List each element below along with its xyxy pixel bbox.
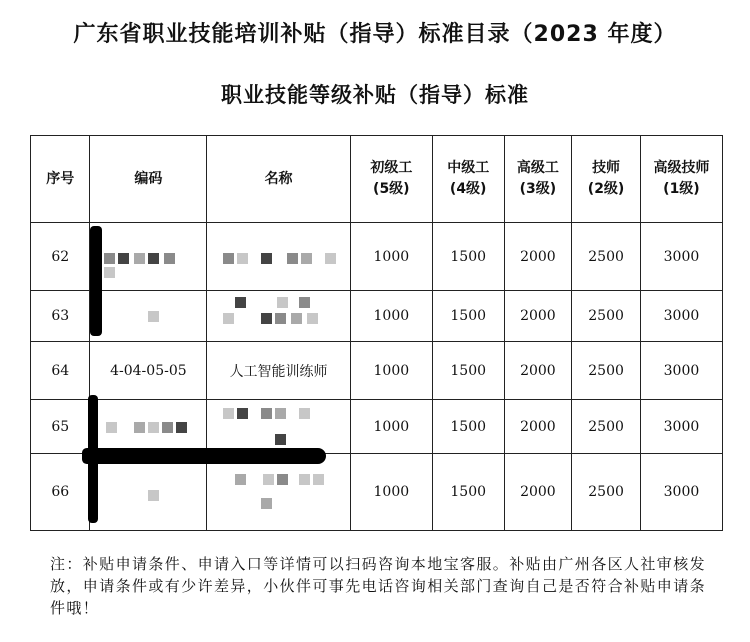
cell-seq: 63	[31, 291, 90, 342]
level-name: 高级技师	[653, 160, 710, 176]
page-subtitle: 职业技能等级补贴（指导）标准	[221, 83, 529, 107]
table-row	[31, 342, 723, 400]
cell-value: 3000	[640, 454, 722, 531]
cell-code-redacted	[90, 454, 207, 531]
level-name: 高级工	[516, 160, 559, 176]
cell-code-redacted	[90, 291, 207, 342]
cell-value: 3000	[640, 223, 722, 291]
cell-value: 3000	[640, 342, 722, 400]
cell-value: 1500	[432, 454, 504, 531]
cell-value: 1500	[432, 223, 504, 291]
cell-name-redacted	[207, 454, 351, 531]
redaction-stroke	[90, 226, 102, 336]
cell-value: 2000	[504, 400, 572, 454]
cell-code: 4-04-05-05	[90, 342, 207, 400]
table-row	[31, 291, 723, 342]
cell-value: 2500	[572, 454, 641, 531]
cell-value: 1000	[350, 291, 432, 342]
header-seq: 序号	[31, 136, 90, 223]
cell-value: 2500	[572, 400, 641, 454]
table-row	[31, 400, 723, 454]
cell-name-redacted	[207, 223, 351, 291]
cell-seq: 64	[31, 342, 90, 400]
level-grade: (2级)	[587, 181, 625, 197]
redaction-mosaic	[90, 223, 206, 290]
cell-value: 2000	[504, 291, 572, 342]
redaction-mosaic	[207, 291, 350, 341]
cell-code-redacted	[90, 223, 207, 291]
cell-code-redacted	[90, 400, 207, 454]
cell-seq: 62	[31, 223, 90, 291]
header-code: 编码	[90, 136, 207, 223]
level-grade: (1级)	[663, 181, 700, 197]
cell-value: 3000	[640, 400, 722, 454]
cell-value: 3000	[640, 291, 722, 342]
redaction-stroke	[82, 448, 326, 464]
cell-value: 2000	[504, 223, 572, 291]
table-header-row	[31, 136, 723, 223]
level-name: 初级工	[370, 160, 413, 176]
cell-value: 1000	[350, 223, 432, 291]
redaction-mosaic	[207, 400, 350, 453]
cell-name-redacted	[207, 400, 351, 454]
level-grade: (5级)	[373, 181, 410, 197]
cell-value: 2000	[504, 342, 572, 400]
subsidy-table	[30, 135, 723, 531]
level-name: 中级工	[447, 160, 490, 176]
level-name: 技师	[592, 160, 621, 176]
header-level-5	[350, 136, 432, 223]
cell-name: 人工智能训练师	[207, 342, 351, 400]
redaction-mosaic	[207, 454, 350, 530]
redaction-mosaic	[90, 400, 206, 453]
level-grade: (4级)	[449, 181, 487, 197]
cell-value: 1000	[350, 342, 432, 400]
redaction-mosaic	[90, 291, 206, 341]
cell-value: 1500	[432, 342, 504, 400]
header-name: 名称	[207, 136, 351, 223]
cell-value: 1000	[350, 454, 432, 531]
table-row	[31, 454, 723, 531]
header-level-3	[504, 136, 572, 223]
cell-value: 2500	[572, 291, 641, 342]
cell-name-redacted	[207, 291, 351, 342]
redaction-mosaic	[207, 223, 350, 290]
cell-value: 1500	[432, 400, 504, 454]
cell-value: 1000	[350, 400, 432, 454]
redaction-mosaic	[90, 454, 206, 530]
cell-value: 2500	[572, 223, 641, 291]
cell-value: 1500	[432, 291, 504, 342]
level-grade: (3级)	[519, 181, 557, 197]
cell-seq: 65	[31, 400, 90, 454]
cell-value: 2000	[504, 454, 572, 531]
footnote: 注：补贴申请条件、申请入口等详情可以扫码咨询本地宝客服。补贴由广州各区人社审核发放，申请条件或有少许差异，小伙伴可事先电话咨询相关部门查询自己是否符合补贴申请条件哦！	[50, 555, 707, 617]
cell-seq: 66	[31, 454, 90, 531]
page-title: 广东省职业技能培训补贴（指导）标准目录（2023 年度）	[73, 22, 677, 47]
header-level-4	[432, 136, 504, 223]
cell-value: 2500	[572, 342, 641, 400]
header-level-1	[640, 136, 722, 223]
table-row	[31, 223, 723, 291]
header-level-2	[572, 136, 641, 223]
